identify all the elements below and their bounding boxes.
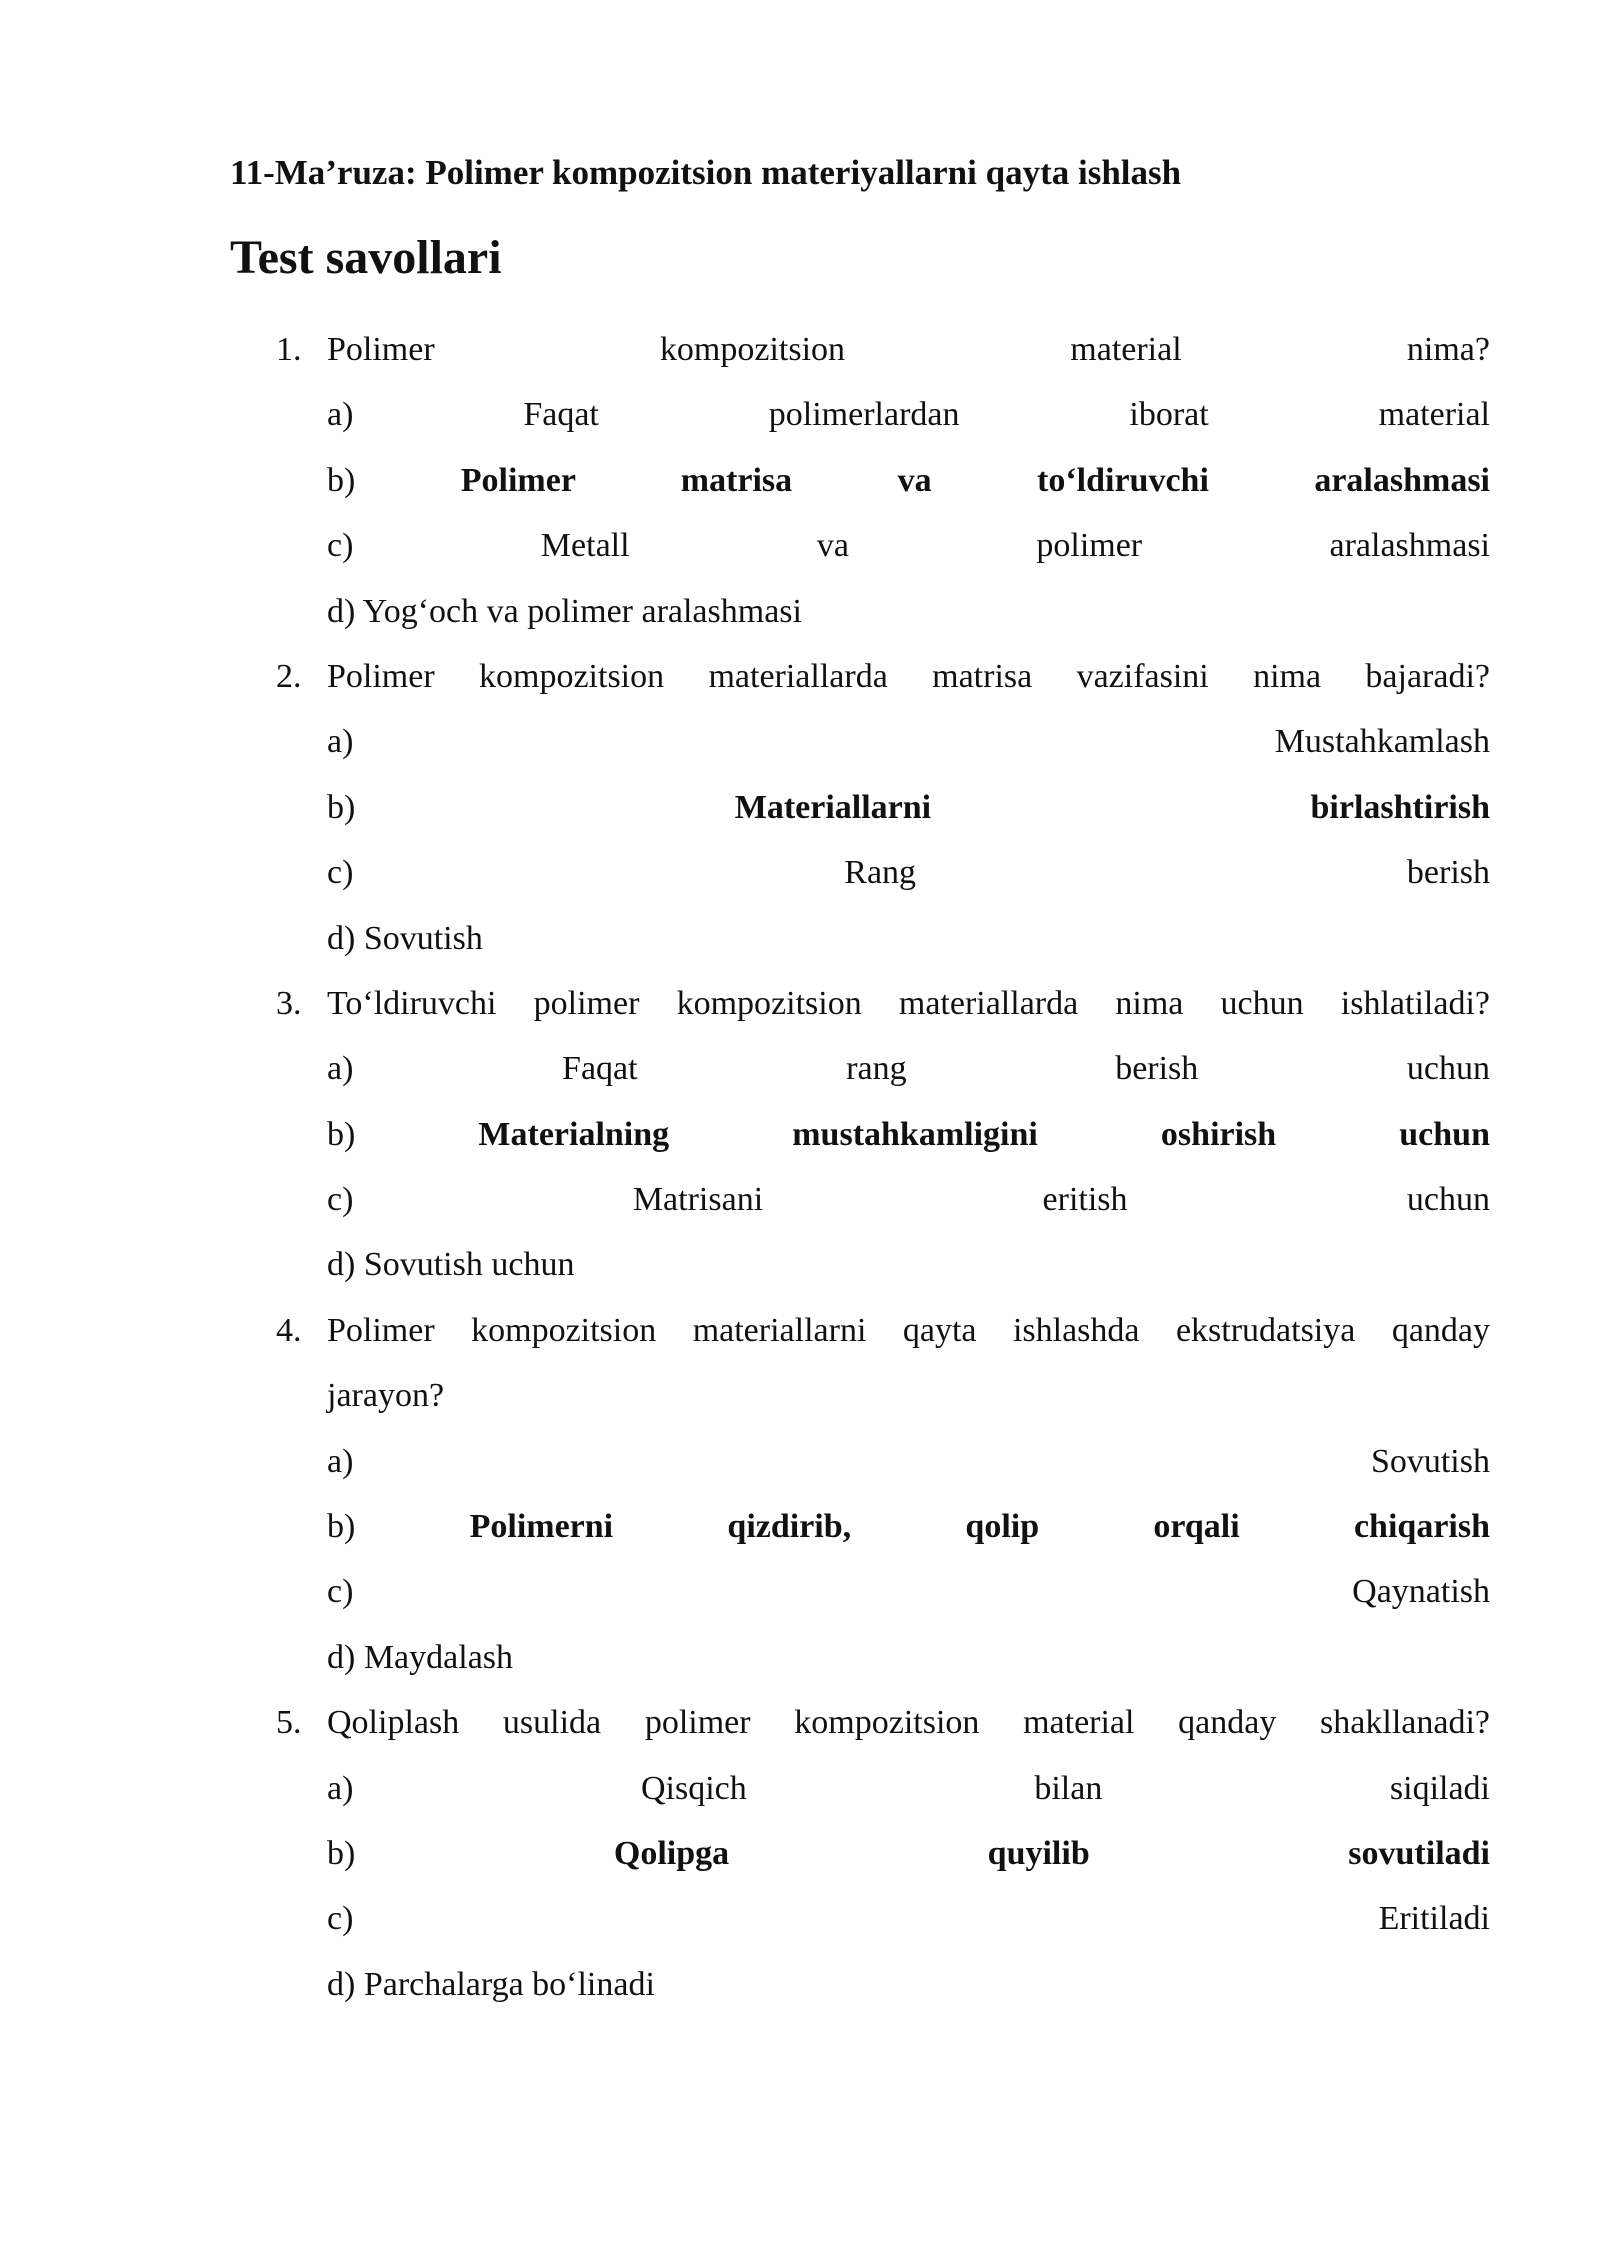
option-b-correct	[327, 785, 1490, 850]
option-label: c)	[327, 1900, 354, 1938]
question-5	[0, 1700, 1600, 2027]
option-a	[327, 1766, 1490, 1831]
section-heading: Test savollari	[230, 231, 502, 284]
lecture-title: 11-Ma’ruza: Polimer kompozitsion materiyallarni qayta ishlash	[230, 153, 1182, 192]
question-number: 5.	[276, 1704, 302, 1742]
option-label: d)	[327, 1638, 356, 1676]
option-text: Sovutish	[1370, 1442, 1490, 1480]
option-text: Metall va polimer aralashmasi	[540, 527, 1490, 565]
option-text: Eritiladi	[1378, 1900, 1490, 1938]
question-number: 3.	[276, 984, 302, 1022]
option-label: a)	[327, 1442, 354, 1480]
option-label: c)	[327, 1181, 354, 1219]
option-text: Yog‘och va polimer aralashmasi	[362, 592, 802, 630]
question-number: 1.	[276, 331, 302, 368]
option-label: b)	[327, 1508, 356, 1546]
option-c	[327, 850, 1490, 915]
option-b-correct	[327, 1504, 1490, 1569]
question-text: Polimer kompozitsion materiallarni qayta ishlashda ekstrudatsiya qanday	[327, 1311, 1490, 1349]
option-text: Polimerni qizdirib, qolip orqali chiqarish	[469, 1508, 1491, 1546]
option-text: Rang berish	[844, 854, 1490, 892]
option-c	[327, 523, 1490, 588]
option-label: a)	[327, 1050, 354, 1088]
question-4	[0, 1308, 1600, 1700]
question-text: Polimer kompozitsion material nima?	[327, 331, 1490, 368]
question-2	[0, 654, 1600, 981]
option-label: d)	[327, 1246, 356, 1284]
option-label: b)	[327, 1834, 356, 1872]
option-label: b)	[327, 788, 356, 826]
option-text: Matrisani eritish uchun	[632, 1181, 1490, 1219]
option-text: Materialning mustahkamligini oshirish uchun	[478, 1115, 1490, 1153]
option-b-correct	[327, 1112, 1490, 1177]
option-label: c)	[327, 854, 354, 892]
option-label: c)	[327, 1573, 354, 1611]
option-text: Qolipga quyilib sovutiladi	[613, 1834, 1490, 1872]
option-a	[327, 392, 1490, 457]
option-label: a)	[327, 723, 354, 761]
option-label: d)	[327, 919, 356, 957]
option-c	[327, 1896, 1490, 1961]
question-1	[0, 327, 1600, 654]
option-label: d)	[327, 1965, 356, 2003]
option-c	[327, 1569, 1490, 1634]
option-text: Mustahkamlash	[1274, 723, 1490, 761]
option-text: Materiallarni birlashtirish	[734, 788, 1490, 826]
question-number: 4.	[276, 1311, 302, 1349]
option-a	[327, 1439, 1490, 1504]
option-d	[327, 1962, 1490, 2027]
option-text: Parchalarga bo‘linadi	[363, 1965, 655, 2003]
option-d	[327, 1242, 1490, 1307]
option-b-correct	[327, 1831, 1490, 1896]
question-list	[0, 327, 1600, 2027]
option-label: a)	[327, 396, 354, 434]
option-text: Sovutish	[363, 919, 483, 957]
option-d	[327, 589, 1490, 654]
option-text: Maydalash	[363, 1638, 514, 1676]
option-label: c)	[327, 527, 354, 565]
option-label: b)	[327, 461, 356, 499]
question-text: Polimer kompozitsion materiallarda matrisa vazifasini nima bajaradi?	[327, 657, 1490, 695]
option-label: a)	[327, 1769, 354, 1807]
question-3	[0, 981, 1600, 1308]
option-text: Sovutish uchun	[363, 1246, 575, 1284]
option-label: d)	[327, 592, 356, 630]
option-text: Faqat rang berish uchun	[562, 1050, 1490, 1088]
option-a	[327, 719, 1490, 784]
option-b-correct	[327, 458, 1490, 523]
option-text: Qaynatish	[1352, 1573, 1490, 1611]
option-label: b)	[327, 1115, 356, 1153]
option-c	[327, 1177, 1490, 1242]
question-number: 2.	[276, 657, 302, 695]
option-d	[327, 916, 1490, 981]
question-text: Qoliplash usulida polimer kompozitsion material qanday shakllanadi?	[327, 1704, 1490, 1742]
option-text: Qisqich bilan siqiladi	[641, 1769, 1491, 1807]
option-a	[327, 1046, 1490, 1111]
option-text: Faqat polimerlardan iborat material	[523, 396, 1490, 434]
option-text: Polimer matrisa va to‘ldiruvchi aralashmasi	[460, 461, 1490, 499]
question-text: To‘ldiruvchi polimer kompozitsion materiallarda nima uchun ishlatiladi?	[327, 984, 1490, 1022]
option-d	[327, 1635, 1490, 1700]
question-text-continued: jarayon?	[327, 1377, 445, 1415]
